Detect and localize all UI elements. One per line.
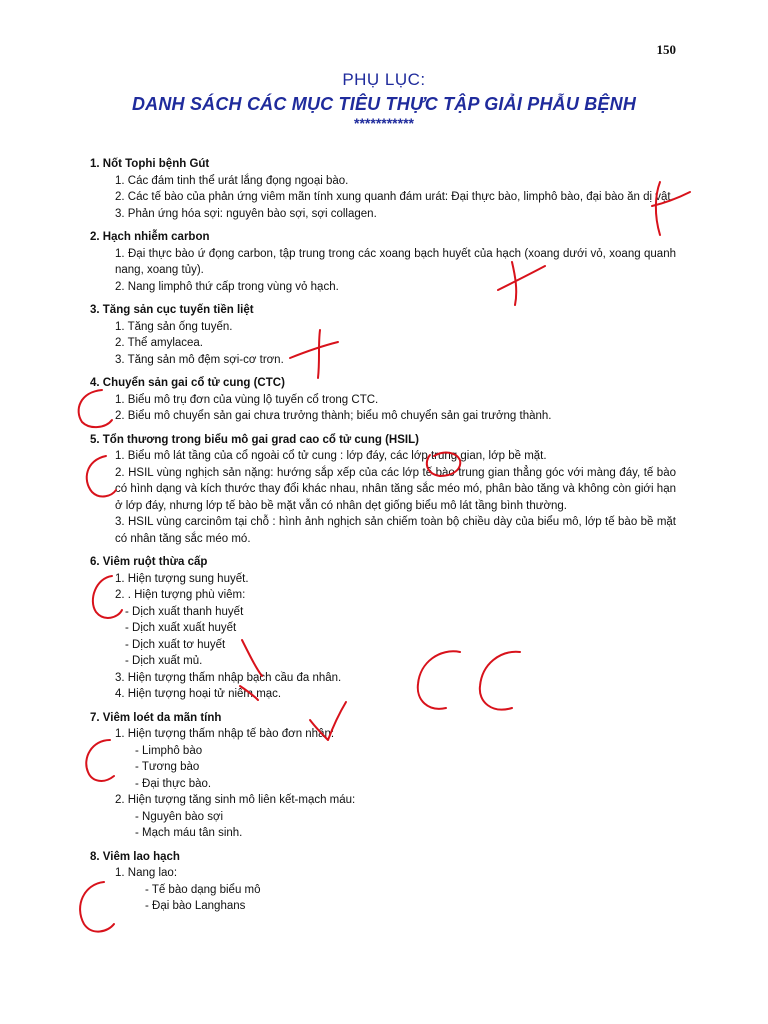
list-item: 2. Nang limphô thứ cấp trong vùng vỏ hạch.	[115, 280, 339, 293]
section-title: 7. Viêm loét da mãn tính	[90, 711, 222, 724]
list-subitem: - Dịch xuất thanh huyết	[125, 605, 244, 618]
section-7	[90, 710, 676, 842]
section-title: 3. Tăng sản cục tuyến tiền liệt	[90, 304, 254, 316]
list-item: 2. Các tế bào của phản ứng viêm mãn tính xung quanh đám urát: Đại thực bào, limphô bào, đại bào ăn dị vật.	[115, 191, 674, 203]
list-item: 1. Đại thực bào ứ đọng carbon, tập trung trong các xoang bạch huyết của hạch (xoang dưới vỏ, xoang quanh nang, xoang tủy).	[115, 247, 676, 276]
section-title: 6. Viêm ruột thừa cấp	[90, 556, 208, 568]
section-5	[90, 432, 676, 548]
list-item: 3. HSIL vùng carcinôm tại chỗ : hình ảnh nghịch sản chiếm toàn bộ chiều dày của biểu mô, lớp tế bào bề mặt có nhân tăng sắc méo mó.	[115, 516, 676, 545]
section-title: 1. Nốt Tophi bệnh Gút	[90, 158, 210, 170]
list-subitem: - Tế bào dạng biểu mô	[145, 883, 261, 896]
list-item: 2. Hiện tượng tăng sinh mô liên kết-mạch máu:	[115, 794, 356, 806]
section-6	[90, 554, 676, 703]
section-4	[90, 375, 676, 425]
page-number: 150	[656, 42, 676, 57]
page-title: DANH SÁCH CÁC MỤC TIÊU THỰC TẬP GIẢI PHẪU BỆNH	[131, 94, 637, 114]
section-3	[90, 302, 676, 368]
list-item: 1. Nang lao:	[115, 867, 178, 879]
list-item: 2. Thể amylacea.	[115, 337, 204, 349]
section-2	[90, 229, 676, 295]
section-8	[90, 849, 676, 915]
list-item: 2. Biểu mô chuyển sản gai chưa trưởng thành; biểu mô chuyển sản gai trưởng thành.	[115, 410, 552, 422]
list-item: 3. Tăng sản mô đệm sợi-cơ trơn.	[115, 353, 284, 366]
list-subitem: - Mạch máu tân sinh.	[135, 827, 243, 839]
list-item: 1. Tăng sản ống tuyến.	[115, 320, 233, 333]
section-title: 2. Hạch nhiễm carbon	[90, 231, 210, 243]
list-item: 1. Hiện tượng sung huyết.	[115, 572, 249, 585]
list-item: 1. Hiện tượng thấm nhập tế bào đơn nhân:	[115, 728, 335, 740]
list-subitem: - Dịch xuất xuất huyết	[125, 622, 237, 634]
objectives-list	[90, 156, 676, 922]
list-subitem: - Limphô bào	[135, 744, 203, 757]
list-item: 3. Hiện tượng thấm nhập bạch cầu đa nhân.	[115, 671, 342, 684]
section-title: 8. Viêm lao hạch	[90, 850, 180, 863]
list-item: 2. HSIL vùng nghịch sản nặng: hướng sắp xếp của các lớp tế bào trung gian thẳng góc với màng đáy, tế bào có hình dạng và kích thước thay đổi khác nhau, nhân tăng sắc méo mó, phân bào tăng và không còn giới hạn ở lớp đáy, nhưng lớp tế bào bề mặt vẫn có nhân dẹt giống biểu mô lát tầng bình thường.	[115, 466, 676, 512]
list-subitem: - Dịch xuất tơ huyết	[125, 638, 226, 651]
list-subitem: - Đại thực bào.	[135, 777, 212, 790]
list-subitem: - Nguyên bào sợi	[135, 810, 224, 823]
list-subitem: - Đại bào Langhans	[145, 900, 246, 912]
section-title: 4. Chuyển sản gai cổ tử cung (CTC)	[90, 377, 285, 389]
list-item: 3. Phản ứng hóa sợi: nguyên bào sợi, sợi collagen.	[115, 207, 377, 220]
list-item: 2. . Hiện tượng phù viêm:	[115, 589, 246, 601]
section-1	[90, 156, 676, 222]
appendix-heading: PHỤ LỤC:	[342, 70, 426, 89]
title-block	[0, 70, 768, 131]
section-title: 5. Tổn thương trong biểu mô gai grad cao cổ tử cung (HSIL)	[90, 433, 419, 446]
list-item: 1. Các đám tinh thể urát lắng đọng ngoại bào.	[115, 174, 349, 187]
list-item: 1. Biểu mô trụ đơn của vùng lộ tuyến cổ trong CTC.	[115, 393, 379, 406]
list-item: 4. Hiện tượng hoại tử niêm mạc.	[115, 688, 282, 700]
list-subitem: - Dịch xuất mủ.	[125, 655, 203, 667]
list-item: 1. Biểu mô lát tầng của cổ ngoài cổ tử cung : lớp đáy, các lớp trung gian, lớp bề mặt.	[115, 450, 547, 462]
list-subitem: - Tương bào	[135, 761, 200, 773]
title-separator: ***********	[354, 115, 414, 131]
